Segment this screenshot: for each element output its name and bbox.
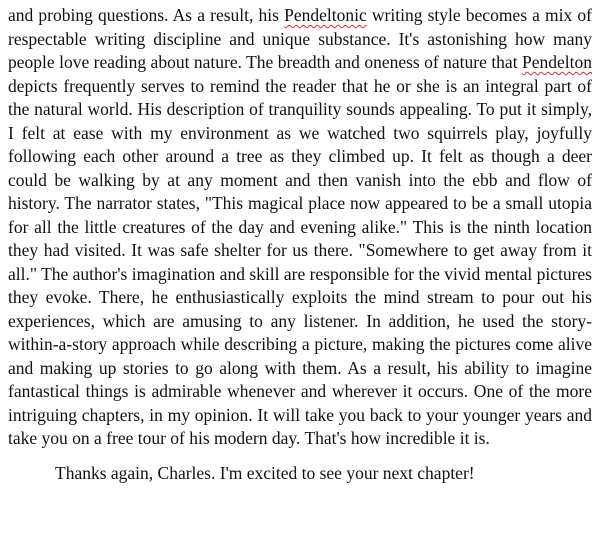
misspelled-word[interactable]: Pendeltonic xyxy=(284,5,367,25)
body-text-segment: depicts frequently serves to remind the reader that he or she is an integral part of the natural world. His description of tranquility sounds appealing. To put it simply, I felt at ease with my environment as we watched two squirrels play, joyfully following each other around a tree as they climbed up. It felt as though a deer could be walking by at any moment and then vanish into the ebb and flow of history. The narrator states, "This magical place now appeared to be a small utopia for all the little creatures of the day and evening alike." This is the ninth location they had visited. It was safe shelter for us there. "Somewhere to get away from it all." The author's imagination and skill are responsible for the vivid mental pictures they evoke. There, he enthusiastically exploits the mind stream to pour out his experiences, which are amusing to any listener. In addition, he used the story-within-a-story approach while describing a picture, making the pictures come alive and making up stories to go along with them. As a result, his ability to imagine fantastical things is admirable whenever and wherever it occurs. One of the more intriguing chapters, in my opinion. It will take you back to your younger years and take you on a free tour of his modern day. That's how incredible it is. xyxy=(8,75,592,448)
body-text-segment: writing style becomes a mix of respectable writing discipline and unique substance. It's astonishing how many people love reading about nature. The breadth and oneness of nature that xyxy=(8,5,592,72)
body-paragraph[interactable] xyxy=(8,4,592,451)
closing-line: Thanks again, Charles. I'm excited to see your next chapter! xyxy=(55,462,475,483)
document-page[interactable] xyxy=(8,4,592,485)
misspelled-word[interactable]: Pendelton xyxy=(522,52,592,72)
body-text-segment: and probing questions. As a result, his xyxy=(8,5,285,25)
